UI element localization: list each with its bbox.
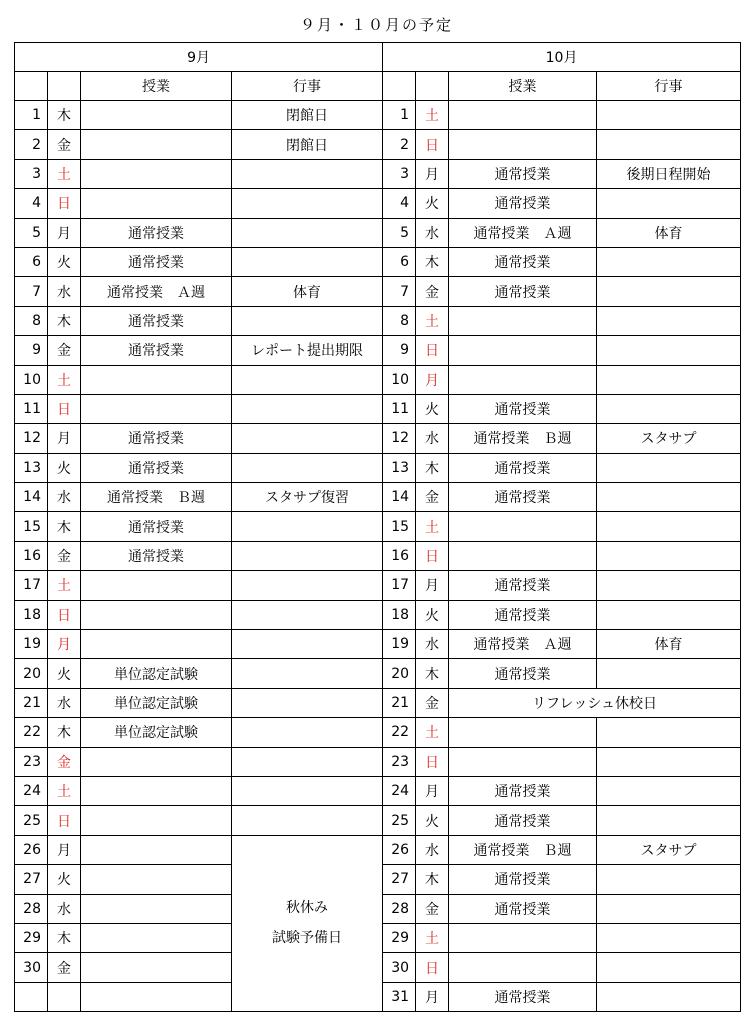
- weekday-cell: 日: [48, 189, 81, 218]
- weekday-cell: 月: [48, 835, 81, 864]
- class-cell: 通常授業: [81, 336, 232, 365]
- class-cell: [81, 776, 232, 805]
- event-cell: スタサプ: [597, 835, 741, 864]
- weekday-cell: 日: [416, 747, 449, 776]
- class-cell: [81, 394, 232, 423]
- table-row: [15, 483, 741, 512]
- weekday-cell: 土: [416, 306, 449, 335]
- event-cell: [232, 247, 383, 276]
- table-row: [15, 571, 741, 600]
- event-cell: スタサプ: [597, 424, 741, 453]
- date-cell: 30: [383, 953, 416, 982]
- weekday-cell: 日: [416, 336, 449, 365]
- table-row: [15, 659, 741, 688]
- table-row: [15, 512, 741, 541]
- class-cell: 通常授業 Ａ週: [449, 218, 597, 247]
- class-cell: [449, 923, 597, 952]
- class-cell: 通常授業: [449, 571, 597, 600]
- date-cell: 11: [383, 394, 416, 423]
- class-cell: 通常授業 Ｂ週: [81, 483, 232, 512]
- class-cell: [81, 982, 232, 1011]
- table-row: [15, 630, 741, 659]
- class-cell: 通常授業: [449, 159, 597, 188]
- class-cell: 通常授業: [449, 776, 597, 805]
- class-cell: [81, 130, 232, 159]
- table-row: [15, 541, 741, 570]
- class-cell: 通常授業: [449, 394, 597, 423]
- table-row: [15, 600, 741, 629]
- weekday-cell: 土: [48, 159, 81, 188]
- class-cell: 通常授業 Ａ週: [449, 630, 597, 659]
- date-cell: 22: [383, 718, 416, 747]
- table-row: [15, 688, 741, 717]
- event-cell: [232, 718, 383, 747]
- weekday-cell: 金: [48, 130, 81, 159]
- table-row: [15, 365, 741, 394]
- class-cell: 通常授業: [449, 659, 597, 688]
- event-cell: [232, 159, 383, 188]
- weekday-cell: 水: [416, 835, 449, 864]
- class-cell: 通常授業: [81, 306, 232, 335]
- date-cell: 6: [383, 247, 416, 276]
- date-cell: 11: [15, 394, 48, 423]
- table-row: [15, 453, 741, 482]
- class-cell: [81, 159, 232, 188]
- weekday-cell: 木: [48, 101, 81, 130]
- class-cell: 単位認定試験: [81, 659, 232, 688]
- class-cell: 通常授業: [81, 247, 232, 276]
- class-cell: 通常授業: [449, 247, 597, 276]
- header-event-sep: 行事: [232, 72, 383, 101]
- table-row: [15, 101, 741, 130]
- date-cell: 28: [383, 894, 416, 923]
- event-merged-line: 秋休み: [286, 900, 329, 917]
- weekday-cell: 金: [416, 688, 449, 717]
- event-cell: [597, 247, 741, 276]
- event-cell: [232, 365, 383, 394]
- month-header-sep: 9月: [15, 43, 383, 72]
- weekday-cell: 日: [416, 953, 449, 982]
- event-cell: [597, 806, 741, 835]
- weekday-cell: 木: [416, 865, 449, 894]
- weekday-cell: 火: [416, 806, 449, 835]
- event-cell: [597, 453, 741, 482]
- date-cell: 18: [383, 600, 416, 629]
- class-cell: 通常授業: [449, 600, 597, 629]
- date-cell: 23: [15, 747, 48, 776]
- weekday-cell: 金: [48, 336, 81, 365]
- weekday-cell: 土: [416, 512, 449, 541]
- weekday-cell: 土: [48, 365, 81, 394]
- weekday-cell: 火: [416, 189, 449, 218]
- class-cell: [81, 806, 232, 835]
- weekday-cell: 土: [48, 776, 81, 805]
- date-cell: 9: [383, 336, 416, 365]
- event-cell: [597, 865, 741, 894]
- date-cell: 15: [15, 512, 48, 541]
- date-cell: 15: [383, 512, 416, 541]
- date-cell: 29: [383, 923, 416, 952]
- date-cell: 8: [15, 306, 48, 335]
- date-cell: 3: [15, 159, 48, 188]
- class-cell: 通常授業: [449, 483, 597, 512]
- class-cell: [81, 923, 232, 952]
- event-cell: [232, 424, 383, 453]
- weekday-cell: 水: [48, 894, 81, 923]
- weekday-cell: 月: [416, 982, 449, 1011]
- class-cell: [81, 953, 232, 982]
- date-cell: 10: [15, 365, 48, 394]
- weekday-cell: 月: [48, 218, 81, 247]
- event-cell: [232, 306, 383, 335]
- class-cell: [81, 630, 232, 659]
- date-cell: 8: [383, 306, 416, 335]
- date-cell: 20: [15, 659, 48, 688]
- date-cell: 16: [15, 541, 48, 570]
- date-cell: 7: [15, 277, 48, 306]
- event-cell: [597, 923, 741, 952]
- table-row: [15, 336, 741, 365]
- event-cell: レポート提出期限: [232, 336, 383, 365]
- weekday-cell: 金: [48, 953, 81, 982]
- weekday-cell: 木: [416, 247, 449, 276]
- event-cell: [597, 776, 741, 805]
- event-cell: [232, 630, 383, 659]
- weekday-cell: 土: [416, 923, 449, 952]
- class-cell: [81, 571, 232, 600]
- weekday-cell: 日: [416, 541, 449, 570]
- event-cell: [597, 541, 741, 570]
- date-cell: 2: [383, 130, 416, 159]
- class-cell: [449, 512, 597, 541]
- event-cell: [597, 101, 741, 130]
- date-cell: 6: [15, 247, 48, 276]
- weekday-cell: 月: [416, 776, 449, 805]
- date-cell: 26: [383, 835, 416, 864]
- class-cell: 通常授業 Ａ週: [81, 277, 232, 306]
- page-title: ９月・１０月の予定: [299, 16, 453, 34]
- event-cell: [232, 512, 383, 541]
- date-cell: 10: [383, 365, 416, 394]
- event-cell: [597, 277, 741, 306]
- event-merged-cell: [232, 835, 383, 1011]
- weekday-cell: 木: [416, 659, 449, 688]
- weekday-cell: 金: [416, 483, 449, 512]
- event-cell: [232, 659, 383, 688]
- event-cell: 閉館日: [232, 130, 383, 159]
- event-cell: [232, 394, 383, 423]
- class-cell: [449, 953, 597, 982]
- class-cell: [81, 894, 232, 923]
- weekday-cell: 水: [48, 483, 81, 512]
- header-class-sep: 授業: [81, 72, 232, 101]
- header-blank: [416, 72, 449, 101]
- month-header-oct: 10月: [383, 43, 741, 72]
- date-cell: 4: [383, 189, 416, 218]
- class-cell: [449, 541, 597, 570]
- weekday-cell: 火: [48, 659, 81, 688]
- weekday-cell: 月: [48, 630, 81, 659]
- class-cell: [81, 600, 232, 629]
- class-cell: 通常授業: [449, 982, 597, 1011]
- date-cell: 23: [383, 747, 416, 776]
- table-row: [15, 306, 741, 335]
- event-cell: スタサプ復習: [232, 483, 383, 512]
- weekday-cell: 日: [416, 130, 449, 159]
- date-cell: [15, 982, 48, 1011]
- date-cell: 12: [383, 424, 416, 453]
- table-row: [15, 247, 741, 276]
- class-cell: 通常授業: [449, 865, 597, 894]
- class-cell: [81, 865, 232, 894]
- event-cell: [597, 953, 741, 982]
- date-cell: 29: [15, 923, 48, 952]
- weekday-cell: 火: [48, 247, 81, 276]
- event-cell: [597, 512, 741, 541]
- table-row: [15, 835, 741, 864]
- date-cell: 22: [15, 718, 48, 747]
- event-cell: [597, 982, 741, 1011]
- date-cell: 13: [15, 453, 48, 482]
- weekday-cell: 金: [416, 894, 449, 923]
- class-cell: 通常授業: [81, 541, 232, 570]
- table-row: [15, 424, 741, 453]
- date-cell: 21: [383, 688, 416, 717]
- weekday-cell: 木: [48, 718, 81, 747]
- weekday-cell: [48, 982, 81, 1011]
- weekday-cell: 金: [416, 277, 449, 306]
- event-cell: [597, 130, 741, 159]
- class-cell: [449, 306, 597, 335]
- class-cell: [81, 747, 232, 776]
- class-cell: [81, 101, 232, 130]
- date-cell: 2: [15, 130, 48, 159]
- table-row: [15, 277, 741, 306]
- event-cell: [597, 600, 741, 629]
- header-blank: [383, 72, 416, 101]
- table-row: [15, 189, 741, 218]
- event-cell: [232, 189, 383, 218]
- date-cell: 17: [383, 571, 416, 600]
- event-cell: [232, 688, 383, 717]
- event-cell: [232, 218, 383, 247]
- date-cell: 24: [383, 776, 416, 805]
- event-cell: [232, 600, 383, 629]
- class-cell: [81, 835, 232, 864]
- header-blank: [15, 72, 48, 101]
- date-cell: 14: [15, 483, 48, 512]
- weekday-cell: 水: [48, 688, 81, 717]
- event-cell: [597, 483, 741, 512]
- class-cell: 通常授業 Ｂ週: [449, 835, 597, 864]
- weekday-cell: 水: [416, 630, 449, 659]
- event-cell: [597, 394, 741, 423]
- date-cell: 18: [15, 600, 48, 629]
- date-cell: 7: [383, 277, 416, 306]
- event-cell: [597, 894, 741, 923]
- event-cell: 後期日程開始: [597, 159, 741, 188]
- event-cell: [232, 806, 383, 835]
- weekday-cell: 土: [48, 571, 81, 600]
- header-blank: [48, 72, 81, 101]
- date-cell: 21: [15, 688, 48, 717]
- weekday-cell: 木: [48, 923, 81, 952]
- event-cell: [597, 718, 741, 747]
- date-cell: 1: [15, 101, 48, 130]
- schedule-body: [15, 101, 741, 1012]
- schedule-table: [14, 42, 741, 1012]
- event-cell: 体育: [597, 630, 741, 659]
- event-cell: [232, 747, 383, 776]
- date-cell: 9: [15, 336, 48, 365]
- event-cell: 体育: [232, 277, 383, 306]
- event-cell: [597, 189, 741, 218]
- weekday-cell: 水: [416, 424, 449, 453]
- event-cell: [597, 365, 741, 394]
- class-cell: 通常授業: [81, 512, 232, 541]
- event-cell: [597, 336, 741, 365]
- event-cell: [232, 776, 383, 805]
- weekday-cell: 火: [48, 865, 81, 894]
- event-cell: [597, 571, 741, 600]
- weekday-cell: 木: [416, 453, 449, 482]
- class-cell: 通常授業: [449, 894, 597, 923]
- date-cell: 27: [15, 865, 48, 894]
- weekday-cell: 日: [48, 394, 81, 423]
- date-cell: 14: [383, 483, 416, 512]
- date-cell: 28: [15, 894, 48, 923]
- table-row: [15, 747, 741, 776]
- class-cell: 通常授業: [81, 424, 232, 453]
- date-cell: 27: [383, 865, 416, 894]
- table-row: [15, 806, 741, 835]
- event-cell: 閉館日: [232, 101, 383, 130]
- weekday-cell: 土: [416, 101, 449, 130]
- class-merged-cell: リフレッシュ休校日: [449, 688, 741, 717]
- class-cell: 通常授業: [81, 453, 232, 482]
- event-cell: [597, 306, 741, 335]
- weekday-cell: 火: [48, 453, 81, 482]
- event-cell: [232, 541, 383, 570]
- class-cell: [449, 747, 597, 776]
- weekday-cell: 水: [416, 218, 449, 247]
- event-merged-line: 試験予備日: [272, 930, 343, 947]
- date-cell: 30: [15, 953, 48, 982]
- weekday-cell: 土: [416, 718, 449, 747]
- class-cell: [81, 189, 232, 218]
- class-cell: [449, 336, 597, 365]
- table-row: [15, 718, 741, 747]
- date-cell: 31: [383, 982, 416, 1011]
- date-cell: 19: [383, 630, 416, 659]
- class-cell: 単位認定試験: [81, 718, 232, 747]
- weekday-cell: 日: [48, 600, 81, 629]
- weekday-cell: 日: [48, 806, 81, 835]
- class-cell: 通常授業: [449, 453, 597, 482]
- event-cell: [597, 747, 741, 776]
- table-row: [15, 130, 741, 159]
- class-cell: 単位認定試験: [81, 688, 232, 717]
- date-cell: 24: [15, 776, 48, 805]
- weekday-cell: 月: [416, 571, 449, 600]
- class-cell: [81, 365, 232, 394]
- event-cell: 体育: [597, 218, 741, 247]
- table-row: [15, 218, 741, 247]
- date-cell: 5: [383, 218, 416, 247]
- date-cell: 3: [383, 159, 416, 188]
- date-cell: 25: [383, 806, 416, 835]
- date-cell: 26: [15, 835, 48, 864]
- weekday-cell: 金: [48, 541, 81, 570]
- class-cell: 通常授業: [81, 218, 232, 247]
- table-row: [15, 394, 741, 423]
- weekday-cell: 木: [48, 306, 81, 335]
- class-cell: 通常授業 Ｂ週: [449, 424, 597, 453]
- weekday-cell: 木: [48, 512, 81, 541]
- date-cell: 17: [15, 571, 48, 600]
- weekday-cell: 水: [48, 277, 81, 306]
- class-cell: [449, 101, 597, 130]
- table-row: [15, 159, 741, 188]
- weekday-cell: 月: [416, 159, 449, 188]
- class-cell: [449, 130, 597, 159]
- date-cell: 25: [15, 806, 48, 835]
- weekday-cell: 月: [416, 365, 449, 394]
- date-cell: 1: [383, 101, 416, 130]
- weekday-cell: 火: [416, 394, 449, 423]
- weekday-cell: 金: [48, 747, 81, 776]
- weekday-cell: 月: [48, 424, 81, 453]
- event-cell: [232, 453, 383, 482]
- date-cell: 12: [15, 424, 48, 453]
- class-cell: [449, 718, 597, 747]
- weekday-cell: 火: [416, 600, 449, 629]
- date-cell: 20: [383, 659, 416, 688]
- date-cell: 5: [15, 218, 48, 247]
- table-row: [15, 776, 741, 805]
- class-cell: 通常授業: [449, 806, 597, 835]
- event-cell: [597, 659, 741, 688]
- date-cell: 19: [15, 630, 48, 659]
- date-cell: 4: [15, 189, 48, 218]
- class-cell: 通常授業: [449, 277, 597, 306]
- date-cell: 16: [383, 541, 416, 570]
- date-cell: 13: [383, 453, 416, 482]
- header-event-oct: 行事: [597, 72, 741, 101]
- class-cell: 通常授業: [449, 189, 597, 218]
- class-cell: [449, 365, 597, 394]
- event-cell: [232, 571, 383, 600]
- header-class-oct: 授業: [449, 72, 597, 101]
